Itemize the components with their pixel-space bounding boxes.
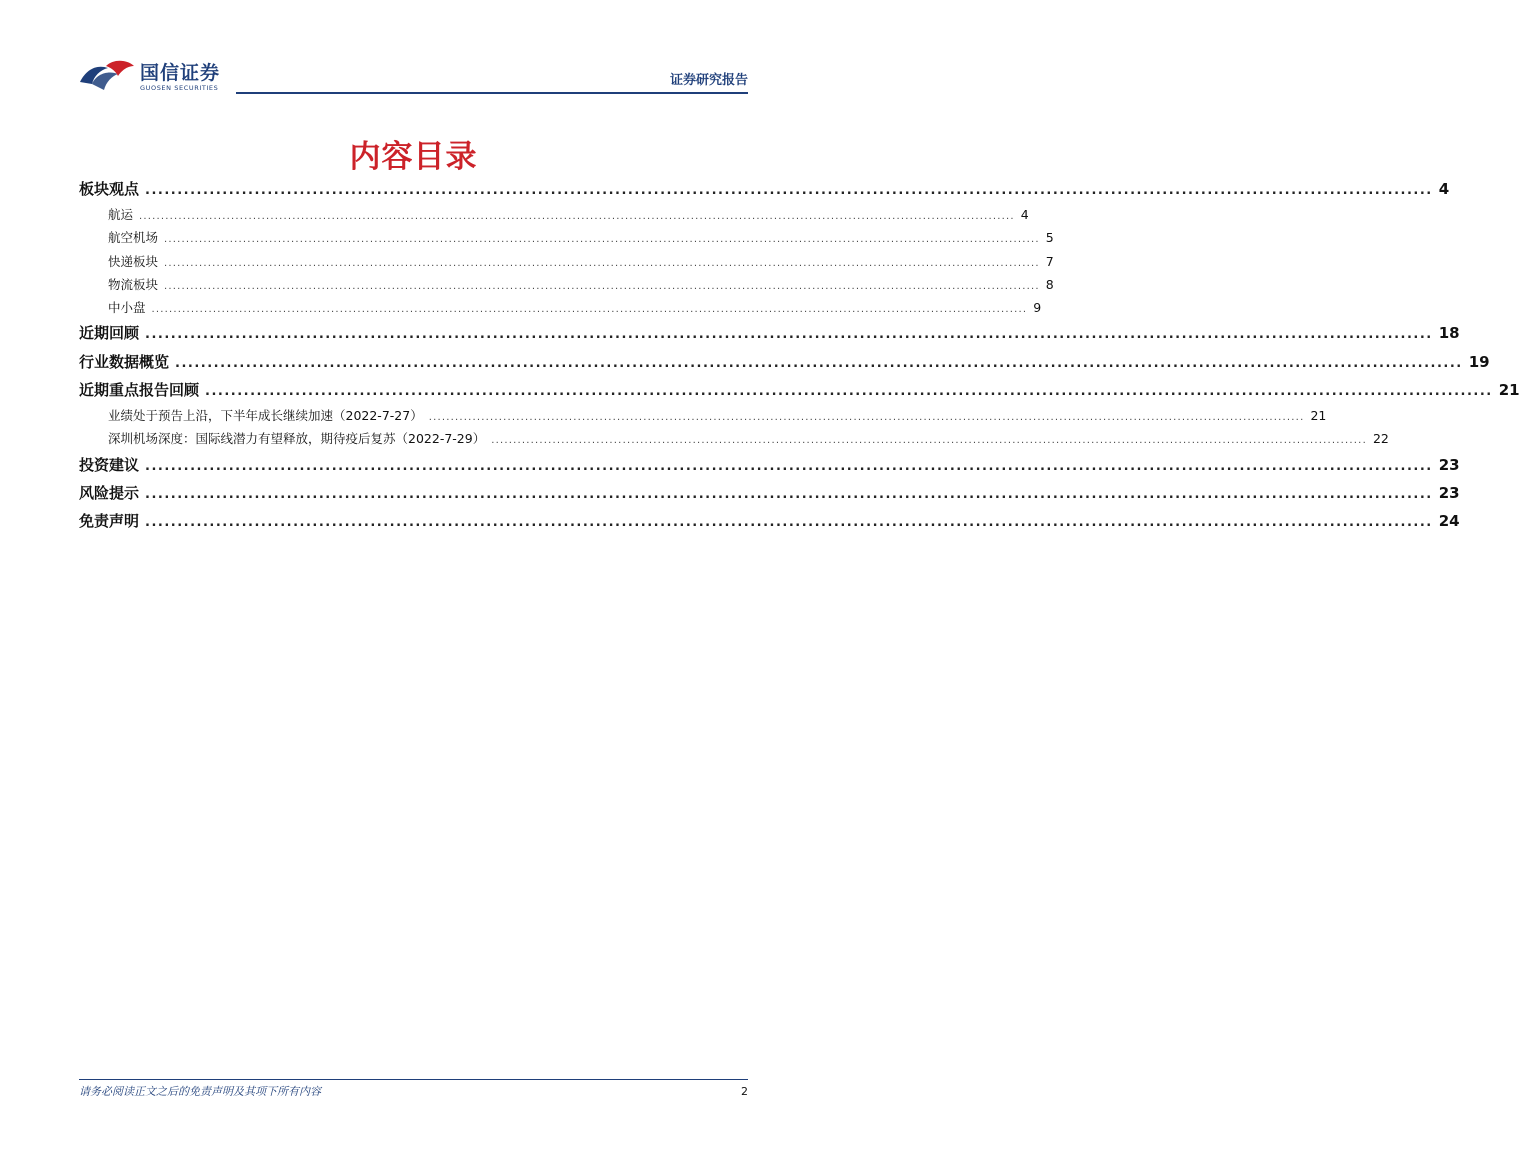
toc-entry-section[interactable] xyxy=(79,479,1460,507)
toc-entry-page: 4 xyxy=(1438,180,1450,198)
toc-entry-page: 23 xyxy=(1438,483,1460,502)
toc-entry-page: 24 xyxy=(1438,512,1460,531)
toc-entry-label: 风险提示 xyxy=(79,483,140,502)
toc-dot-leader: ........................................................................................................................................................................................................ xyxy=(175,355,1463,371)
toc-entry-page: 21 xyxy=(1498,380,1520,399)
toc-entry-page: 4 xyxy=(1020,207,1029,223)
toc-entry-label: 行业数据概览 xyxy=(79,352,170,371)
table-of-contents xyxy=(79,175,1520,535)
toc-entry-page: 23 xyxy=(1438,455,1460,474)
toc-entry-label: 快递板块 xyxy=(108,253,159,269)
toc-entry-page: 9 xyxy=(1033,300,1042,316)
toc-entry-subsection[interactable] xyxy=(79,226,1054,249)
toc-entry-page: 18 xyxy=(1438,324,1460,343)
toc-entry-subsection[interactable] xyxy=(79,250,1054,273)
report-type-label: 证券研究报告 xyxy=(669,73,748,88)
footer-disclaimer-note: 请务必阅读正文之后的免责声明及其项下所有内容 xyxy=(79,1085,321,1098)
toc-entry-section[interactable] xyxy=(79,507,1460,535)
toc-entry-label: 航空机场 xyxy=(108,230,159,246)
page-header xyxy=(0,0,827,100)
toc-dot-leader: ........................................................................................................................................................................................................ xyxy=(145,458,1433,474)
toc-entry-label: 板块观点 xyxy=(79,180,140,198)
toc-entry-label: 深圳机场深度：国际线潜力有望释放，期待疫后复苏（2022-7-29） xyxy=(108,431,486,447)
toc-dot-leader: ........................................................................................................................................................................................................ xyxy=(151,304,1028,316)
toc-dot-leader: ........................................................................................................................................................................................................ xyxy=(145,183,1433,198)
footer-divider xyxy=(79,1079,748,1080)
toc-entry-subsection[interactable] xyxy=(79,427,1389,450)
toc-entry-subsection[interactable] xyxy=(79,296,1042,319)
logo-chinese-name: 国信证券 xyxy=(140,62,221,84)
toc-entry-page: 8 xyxy=(1045,276,1054,292)
toc-dot-leader: ........................................................................................................................................................................................................ xyxy=(164,234,1040,246)
toc-entry-label: 投资建议 xyxy=(79,455,140,474)
toc-entry-label: 航运 xyxy=(108,207,134,223)
toc-entry-section[interactable] xyxy=(79,376,1520,404)
toc-entry-label: 中小盘 xyxy=(108,300,146,316)
toc-entry-page: 22 xyxy=(1372,431,1389,447)
toc-dot-leader: ........................................................................................................................................................................................................ xyxy=(491,435,1367,447)
toc-entry-label: 业绩处于预告上沿，下半年成长继续加速（2022-7-27） xyxy=(108,408,423,424)
toc-dot-leader: ........................................................................................................................................................................................................ xyxy=(145,515,1433,531)
toc-entry-label: 免责声明 xyxy=(79,512,140,531)
toc-dot-leader: ........................................................................................................................................................................................................ xyxy=(164,257,1040,269)
toc-entry-subsection[interactable] xyxy=(79,404,1327,427)
header-divider xyxy=(236,92,748,94)
toc-entry-page: 19 xyxy=(1468,352,1490,371)
toc-entry-label: 物流板块 xyxy=(108,276,159,292)
toc-dot-leader: ........................................................................................................................................................................................................ xyxy=(145,327,1433,343)
toc-entry-page: 21 xyxy=(1310,408,1327,424)
toc-dot-leader: ........................................................................................................................................................................................................ xyxy=(428,412,1305,424)
toc-entry-page: 5 xyxy=(1045,230,1054,246)
toc-dot-leader: ........................................................................................................................................................................................................ xyxy=(164,280,1040,292)
toc-entry-section[interactable] xyxy=(79,451,1460,479)
toc-entry-section[interactable] xyxy=(79,348,1490,376)
toc-entry-section[interactable] xyxy=(79,175,1450,203)
toc-dot-leader: ........................................................................................................................................................................................................ xyxy=(145,486,1433,502)
toc-dot-leader: ........................................................................................................................................................................................................ xyxy=(205,383,1493,399)
toc-entry-section[interactable] xyxy=(79,319,1460,347)
page-number: 2 xyxy=(741,1085,748,1098)
toc-title: 内容目录 xyxy=(349,139,478,175)
toc-entry-label: 近期重点报告回顾 xyxy=(79,380,200,399)
guosen-logo xyxy=(78,56,238,96)
toc-entry-label: 近期回顾 xyxy=(79,324,140,343)
toc-dot-leader: ........................................................................................................................................................................................................ xyxy=(139,211,1015,223)
guosen-logo-icon xyxy=(78,58,136,94)
toc-entry-page: 7 xyxy=(1045,253,1054,269)
toc-entry-subsection[interactable] xyxy=(79,273,1054,296)
toc-entry-subsection[interactable] xyxy=(79,203,1029,226)
logo-english-name: GUOSEN SECURITIES xyxy=(140,84,219,92)
